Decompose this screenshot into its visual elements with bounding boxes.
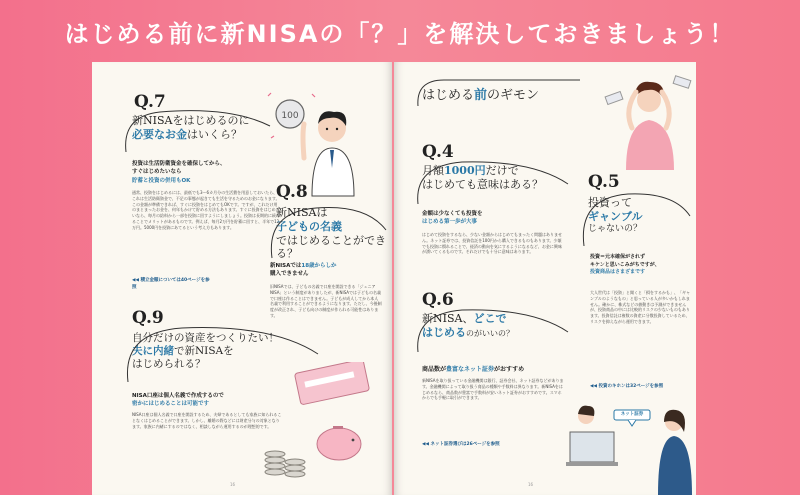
q6-body: 新NISAを取り扱っている金融機関は銀行、証券会社、ネット証券などがあります。金融機関によって取り扱う商品の種類や手数料は異なります。新NISAをはじめるなら、商品数が豊富で手数料が安いネット証券がおすすめです。スマホからでも手軽に取引ができます。 — [422, 378, 564, 401]
q7-lead-emphasis: 貯蓄と投資の併用もOK — [132, 177, 191, 184]
q7-arc-decoration — [120, 106, 280, 156]
q5-lead — [590, 254, 690, 277]
q8-question-line3: ではじめることができる？ — [276, 233, 386, 261]
q9-number: Q.9 — [132, 308, 164, 328]
svg-text:100: 100 — [281, 111, 299, 121]
q9-lead-line1: NISA口座は個人名義で作成するので — [132, 393, 224, 399]
q8-question-emphasis: 子どもの名義 — [276, 219, 342, 233]
q9-question-line2: で新NISAを — [174, 345, 234, 358]
q6-number: Q.6 — [422, 290, 454, 310]
q5-reference: ◀◀ 投資のキホンは32ページを参照 — [590, 384, 664, 389]
q8-lead-part2: 購入できません — [270, 271, 309, 278]
q9-question-emphasis: 夫に内緒 — [132, 345, 174, 358]
q4-lead-emphasis: はじめる第一歩が大事 — [422, 219, 478, 226]
section-header-post: のギモン — [487, 88, 540, 103]
q8-lead-emphasis: 18歳からしか — [301, 263, 337, 269]
q4-number: Q.4 — [422, 142, 454, 162]
q8-question-line1: 新NISAは — [276, 206, 328, 219]
q4-question-line2: はじめても意味はある？ — [422, 177, 543, 191]
q6-lead-post: がおすすめ — [494, 366, 525, 373]
q5-body: 大人世代は「投資」と聞くと「損をするかも」、「ギャンブルのようなもの」と思っている人が多いかもしれません。確かに、株式などの値動きは予測ができませんが、投資商品の中には比較的リスクの少ないものもあります。投資信託は複数の資産に分散投資しているため、リスクを抑えながら運用できます。 — [590, 290, 690, 324]
q6-lead-pre: 商品数が — [422, 366, 447, 373]
q6-lead-emphasis: 豊富なネット証券 — [446, 366, 495, 373]
q4-question-emphasis: 1000円 — [444, 164, 486, 177]
q5-question-line1: 投資って — [588, 196, 632, 209]
q9-body: NISA口座は個人名義で口座を開設するため、夫婦であるとしても家族に知られることなくはじめることができます。しかし、離婚の際などには財産分与の対象となります。家族に内緒にするのではなく、相談しながら運用するのが理想的です。 — [132, 412, 282, 429]
q6-arc-decoration — [412, 306, 572, 356]
q7-question-line2: はいくら？ — [187, 127, 242, 141]
q6-question-post: のがいいの？ — [466, 328, 514, 338]
right-page-number: 16 — [528, 482, 534, 487]
left-page — [92, 62, 392, 495]
savings-illustration — [257, 362, 387, 492]
online-broker-illustration — [566, 392, 696, 495]
q8-number: Q.8 — [276, 182, 308, 202]
q9-question-line1: 自分だけの資産をつくりたい！ — [132, 332, 279, 344]
q4-arc-decoration — [412, 158, 572, 208]
q9-lead-emphasis: 密かにはじめることは可能です — [132, 401, 210, 408]
section-header-emphasis: 前 — [474, 88, 488, 103]
banner-title: はじめる前に新NISAの「？」を解決しておきましょう！ — [64, 20, 736, 48]
q7-lead-line1: 投資は生活防衛資金を確保してから、 — [132, 161, 226, 167]
section-header-frame — [414, 76, 584, 110]
q8-lead-part1: 新NISAでは — [270, 263, 302, 269]
magazine-spread — [92, 62, 696, 495]
q7-number: Q.7 — [134, 92, 166, 112]
q4-lead-line1: 金額は少なくても投資を — [422, 211, 483, 217]
q6-question-emphasis2: はじめる — [422, 325, 466, 339]
q7-lead-line2: すぐはじめたいなら — [132, 169, 182, 176]
q7-question-line1: 新NISAをはじめるのに — [132, 114, 250, 127]
q4-body: はじめて投資をするなら、少ない金額からはじめてもまったく問題はありません。ネット証券では、投資信託を100円から購入できるものもあります。少額でも投資に慣れることで、経済の動向を気にするようになるなど、お金に興味が湧いてくるものです。それだけでも十分に意味はあります。 — [422, 232, 562, 255]
q4-question-post: だけで — [485, 164, 519, 177]
q4-lead — [422, 210, 562, 227]
q7-reference: ◀◀ 積立金額については40ページを参照 — [132, 278, 210, 290]
q6-reference: ◀◀ ネット証券選びは26ページを参照 — [422, 442, 500, 447]
q5-lead-emphasis: 投資商品はさまざまです — [590, 269, 646, 275]
q6-question-emphasis1: どこで — [473, 312, 507, 325]
q9-question-line3: はじめられる？ — [132, 358, 206, 371]
left-page-number: 16 — [230, 482, 236, 487]
q6-question-pre: 新NISA、 — [422, 312, 474, 325]
q5-question-line3: じゃないの？ — [588, 223, 643, 234]
online-broker-tag: ネット証券 — [620, 412, 644, 417]
q7-question-emphasis: 必要なお金 — [132, 127, 187, 141]
q8-lead — [270, 262, 380, 279]
q6-reference-text: ネット証券選びは26ページを参照 — [430, 442, 500, 447]
q8-body: 旧NISAでは、子どもの名義で口座を開設できる「ジュニアNISA」という制度がありましたが、新NISAでは子どもの名義で口座は作ることはできません。子どもが成人してから本人名義で利用することができるようになります。ただし、今後制度が改正され、子ども向けの制度が作られる可能性はあります。 — [270, 284, 382, 318]
q7-reference-text: 積立金額については40ページを参照 — [132, 278, 210, 290]
worried-woman-illustration — [604, 66, 694, 176]
q5-number: Q.5 — [588, 172, 620, 192]
q5-lead-line1: 投資＝元本確保がされず — [590, 254, 646, 260]
section-header-pre: はじめる — [422, 88, 475, 103]
q8-arc-decoration — [266, 202, 391, 262]
q5-arc-decoration — [578, 190, 693, 250]
q5-reference-text: 投資のキホンは32ページを参照 — [598, 384, 664, 389]
q7-body: 通常、投資をはじめるには、最低でも3〜6カ月分の生活費を用意しておいたら、これは生活防衛資金で、不足の事態が起きても生活を守るためのお金になります。この金額が準備できれば、すぐに投資をはじめてもOKです。ですが、これだけ用のまとまったお金を、何年もかけて貯める方法もあります。すぐに投資をはじめたいなら、毎月の給料から一部を投資に回すようにしましょう。投資は長期的に続けることでメリットがあるものです。例えば、毎月2万円を貯蓄に回すと、半年で12万円。5000円を投資にあてるという考え方もあります。 — [132, 190, 280, 230]
q5-lead-line2: キケンと思いこみがちですが、 — [590, 261, 660, 268]
q5-question-emphasis: ギャンブル — [588, 209, 643, 223]
q6-lead — [422, 364, 592, 373]
q4-question-pre: 月額 — [422, 164, 444, 177]
right-page — [394, 62, 696, 495]
